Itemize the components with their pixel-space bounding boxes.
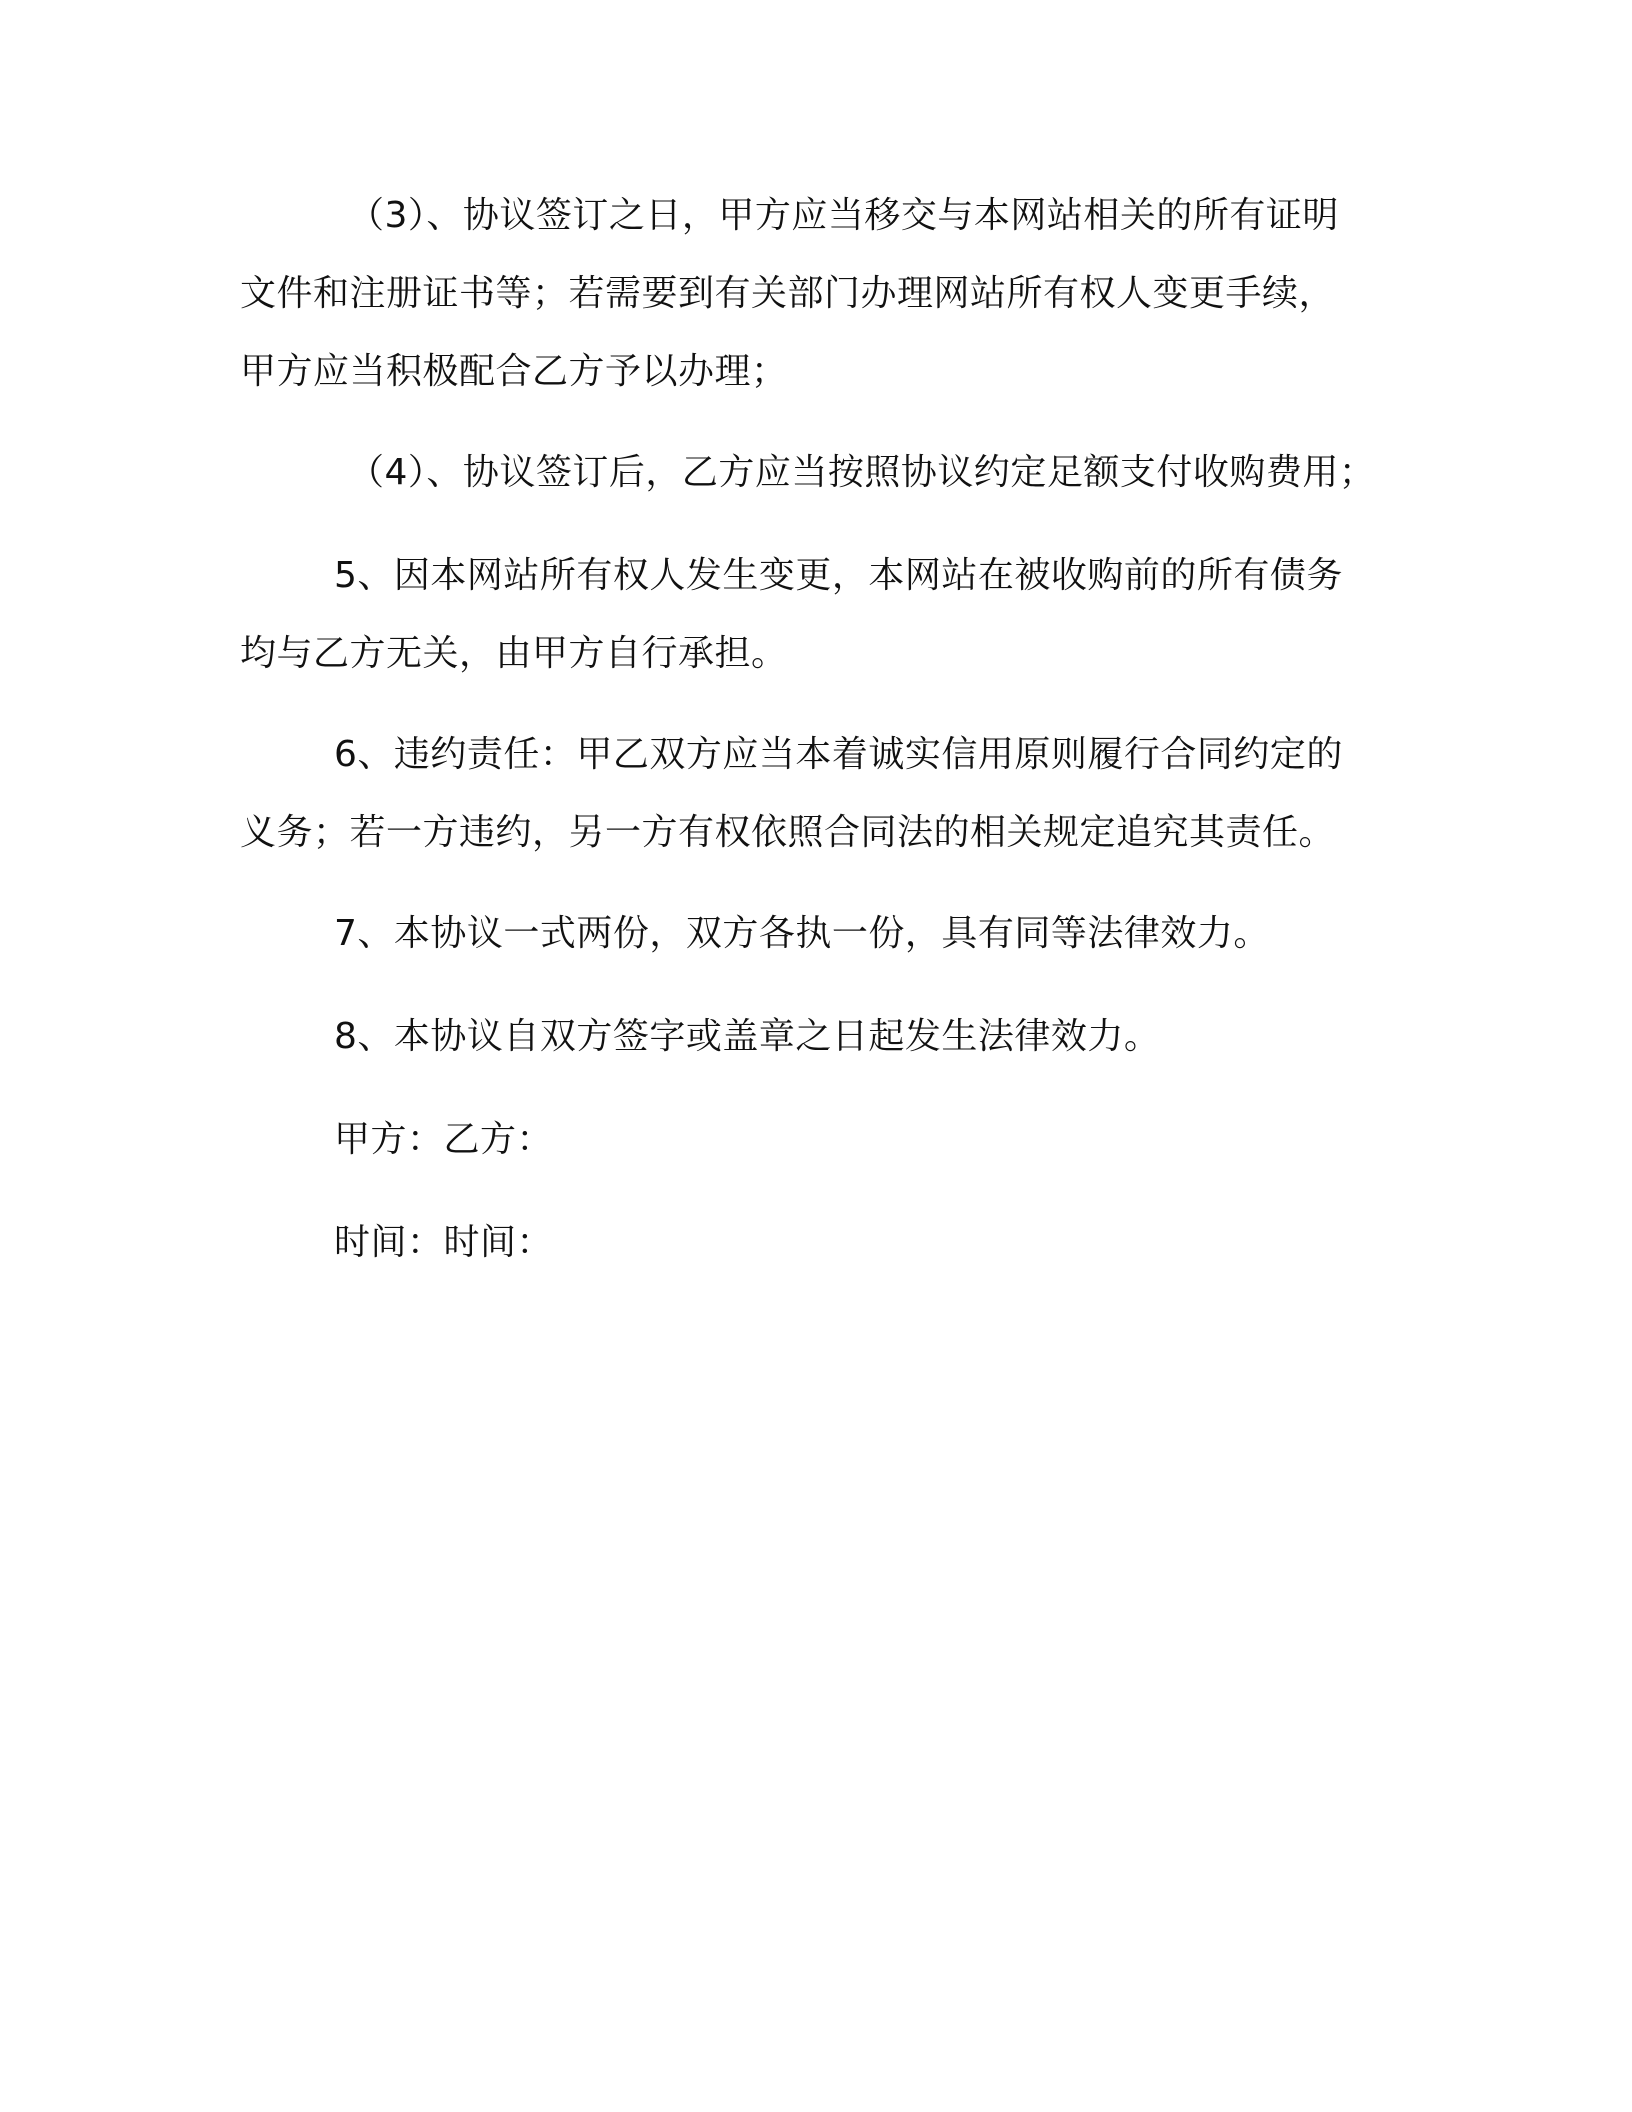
paragraph-6-line-2: 义务；若一方违约，另一方有权依照合同法的相关规定追究其责任。: [240, 812, 1336, 853]
signature-parties: 甲方：乙方：: [334, 1119, 554, 1160]
paragraph-6-line-1: 6、违约责任：甲乙双方应当本着诚实信用原则履行合同约定的: [334, 734, 1343, 775]
signature-dates: 时间：时间：: [334, 1222, 554, 1263]
paragraph-3-line-3: 甲方应当积极配合乙方予以办理；: [240, 351, 788, 392]
paragraph-7-line-1: 7、本协议一式两份，双方各执一份，具有同等法律效力。: [334, 913, 1270, 954]
paragraph-8-line-1: 8、本协议自双方签字或盖章之日起发生法律效力。: [334, 1016, 1161, 1057]
paragraph-4-line-1: （4）、协议签订后，乙方应当按照协议约定足额支付收购费用；: [348, 452, 1376, 493]
paragraph-5-line-1: 5、因本网站所有权人发生变更，本网站在被收购前的所有债务: [334, 555, 1343, 596]
paragraph-5-line-2: 均与乙方无关，由甲方自行承担。: [240, 633, 788, 674]
paragraph-3-line-1: （3）、协议签订之日，甲方应当移交与本网站相关的所有证明: [348, 195, 1339, 236]
paragraph-3-line-2: 文件和注册证书等；若需要到有关部门办理网站所有权人变更手续，: [240, 273, 1336, 314]
